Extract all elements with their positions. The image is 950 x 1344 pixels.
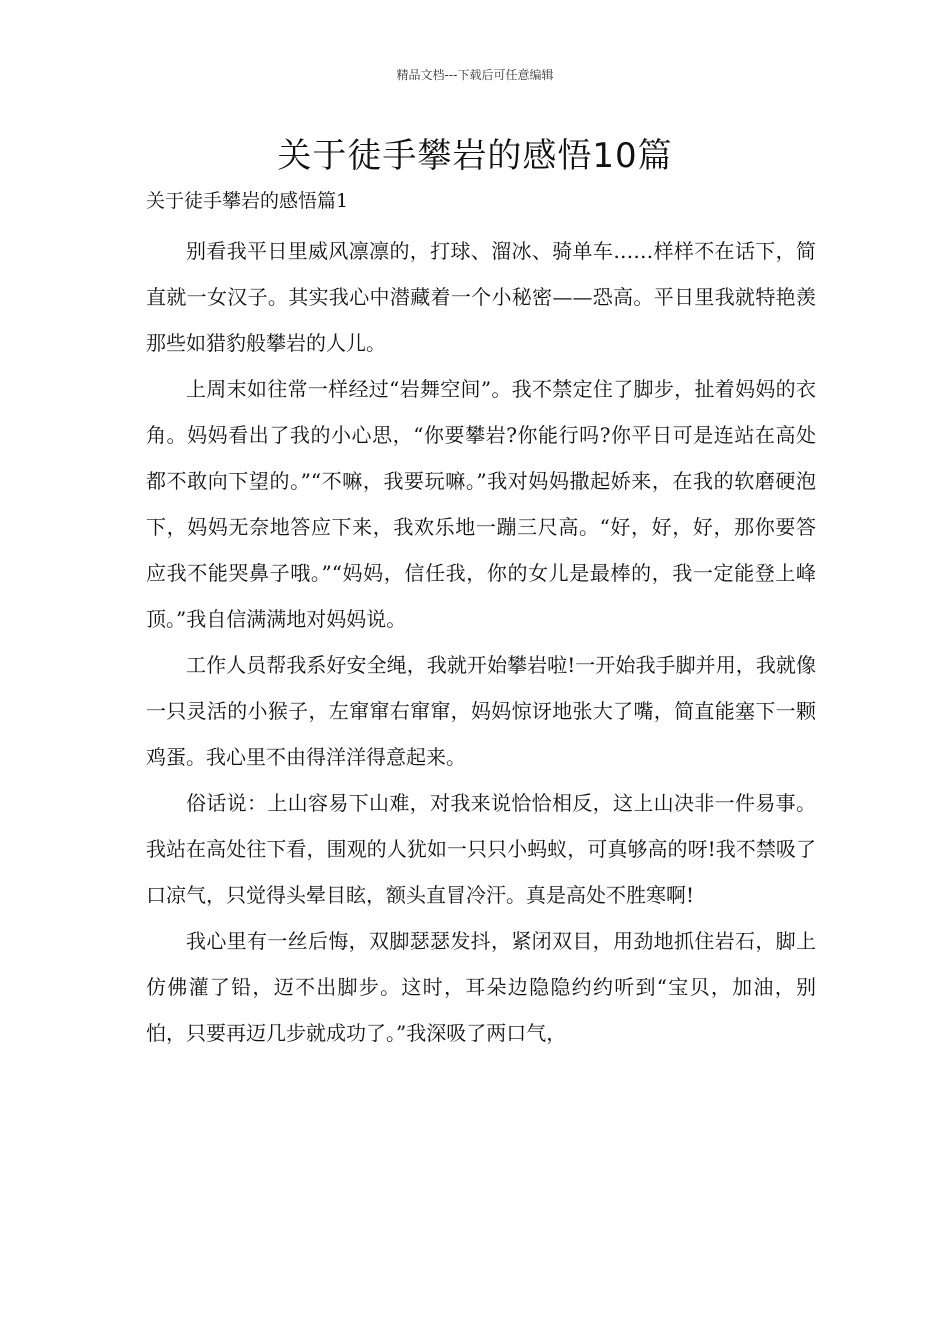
- document-body: [146, 228, 816, 1056]
- document-title: 关于徒手攀岩的感悟10篇: [277, 136, 673, 176]
- header-note: 精品文档---下载后可任意编辑: [396, 68, 554, 82]
- paragraph: 上周末如往常一样经过“岩舞空间”。我不禁定住了脚步，扯着妈妈的衣角。妈妈看出了我的小心思，“你要攀岩?你能行吗?你平日可是连站在高处都不敢向下望的。”“不嘛，我要玩嘛。”我对妈妈撒起娇来，在我的软磨硬泡下，妈妈无奈地答应下来，我欢乐地一蹦三尺高。“好，好，好，那你要答应我不能哭鼻子哦。”“妈妈，信任我，你的女儿是最棒的，我一定能登上峰顶。”我自信满满地对妈妈说。: [146, 377, 816, 631]
- section-heading: 关于徒手攀岩的感悟篇1: [146, 190, 349, 212]
- paragraph: 别看我平日里威风凛凛的，打球、溜冰、骑单车……样样不在话下，简直就一女汉子。其实我心中潜藏着一个小秘密——恐高。平日里我就特艳羡那些如猎豹般攀岩的人儿。: [146, 239, 816, 355]
- paragraph: 工作人员帮我系好安全绳，我就开始攀岩啦!一开始我手脚并用，我就像一只灵活的小猴子，左窜窜右窜窜，妈妈惊讶地张大了嘴，简直能塞下一颗鸡蛋。我心里不由得洋洋得意起来。: [146, 653, 816, 769]
- paragraph: 俗话说：上山容易下山难，对我来说恰恰相反，这上山决非一件易事。我站在高处往下看，围观的人犹如一只只小蚂蚁，可真够高的呀!我不禁吸了口凉气，只觉得头晕目眩，额头直冒冷汗。真是高处不胜寒啊!: [146, 791, 816, 907]
- paragraph: 我心里有一丝后悔，双脚瑟瑟发抖，紧闭双目，用劲地抓住岩石，脚上仿佛灌了铅，迈不出脚步。这时，耳朵边隐隐约约听到“宝贝，加油，别怕，只要再迈几步就成功了。”我深吸了两口气，: [146, 929, 816, 1045]
